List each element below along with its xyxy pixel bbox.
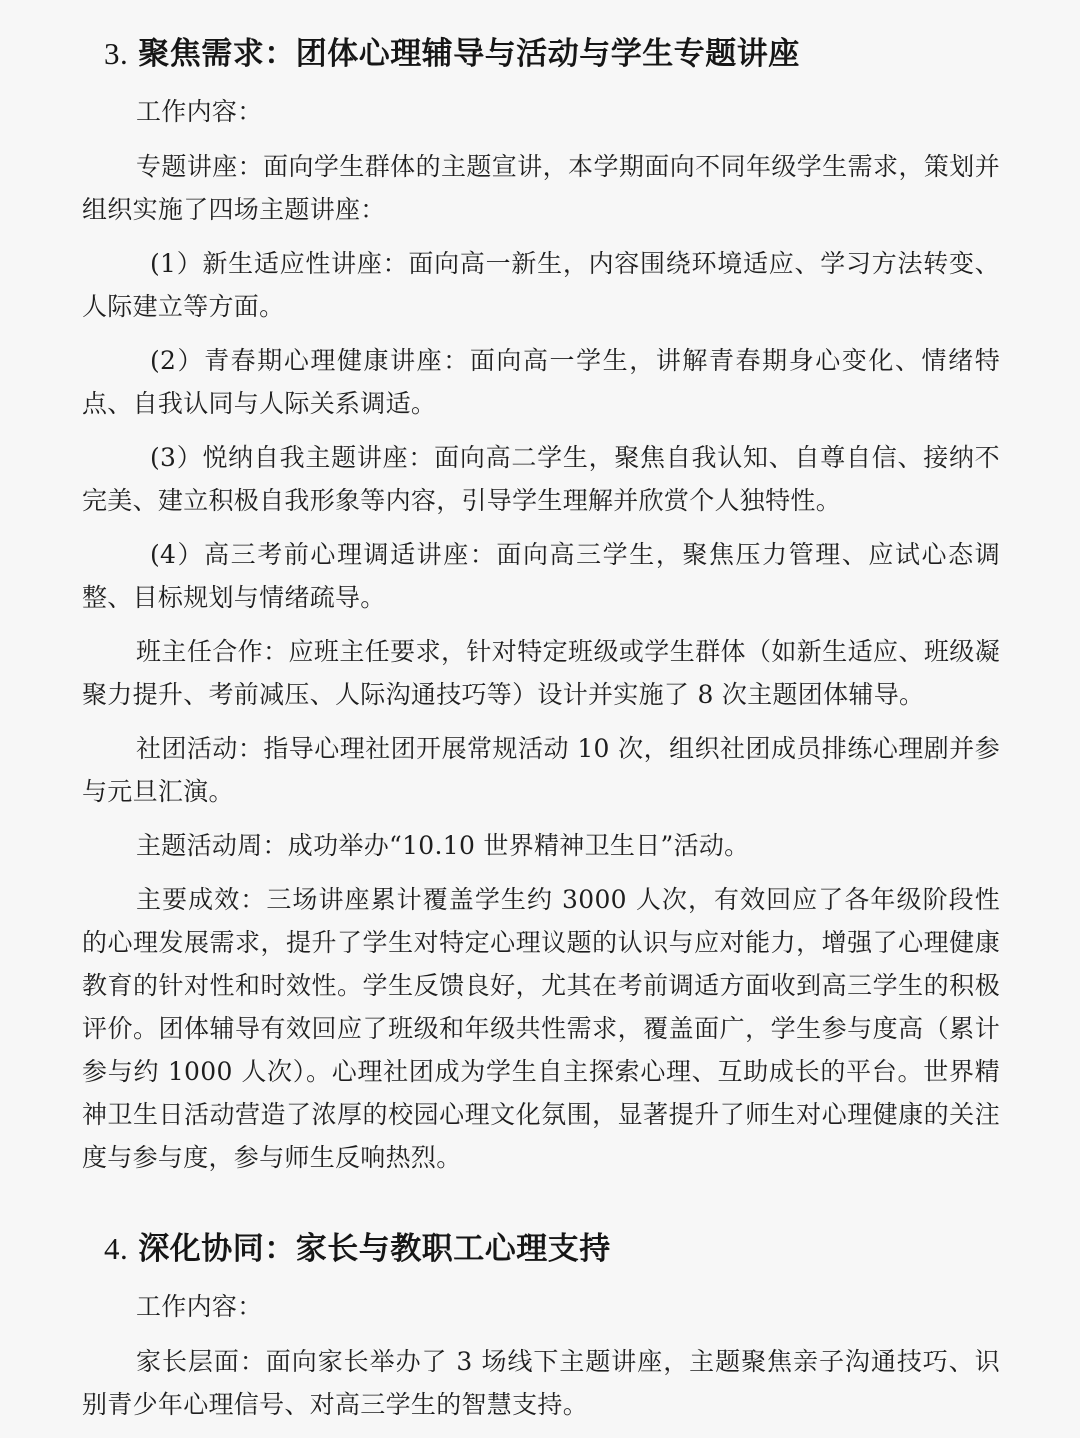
club-activity-paragraph: 社团活动：指导心理社团开展常规活动 10 次，组织社团成员排练心理剧并参与元旦汇演。 [82, 734, 1000, 806]
lecture-item-3: (3）悦纳自我主题讲座：面向高二学生，聚焦自我认知、自尊自信、接纳不完美、建立积极自我形象等内容，引导学生理解并欣赏个人独特性。 [82, 443, 1000, 515]
section-4-heading [104, 1227, 1000, 1271]
section-3-work-label: 工作内容： [136, 97, 263, 126]
theme-week-paragraph: 主题活动周：成功举办“10.10 世界精神卫生日”活动。 [136, 831, 750, 860]
section-4-number: 4. [104, 1231, 129, 1266]
section-4-work-label: 工作内容： [136, 1292, 263, 1321]
lecture-item-2: (2）青春期心理健康讲座：面向高一学生，讲解青春期身心变化、情绪特点、自我认同与人际关系调适。 [82, 346, 1000, 418]
parents-paragraph: 家长层面：面向家长举办了 3 场线下主题讲座，主题聚焦亲子沟通技巧、识别青少年心理信号、对高三学生的智慧支持。 [82, 1347, 1000, 1419]
section-4-title: 深化协同：家长与教职工心理支持 [138, 1231, 611, 1267]
results-paragraph: 主要成效：三场讲座累计覆盖学生约 3000 人次，有效回应了各年级阶段性的心理发展需求，提升了学生对特定心理议题的认识与应对能力，增强了心理健康教育的针对性和时效性。学生反馈良好，尤其在考前调适方面收到高三学生的积极评价。团体辅导有效回应了班级和年级共性需求，覆盖面广，学生参与度高（累计参与约 1000 人次）。心理社团成为学生自主探索心理、互助成长的平台。世界精神卫生日活动营造了浓厚的校园心理文化氛围，显著提升了师生对心理健康的关注度与参与度，参与师生反响热烈。 [82, 885, 1000, 1172]
section-3-title: 聚焦需求：团体心理辅导与活动与学生专题讲座 [138, 36, 800, 72]
head-teacher-paragraph: 班主任合作：应班主任要求，针对特定班级或学生群体（如新生适应、班级凝聚力提升、考前减压、人际沟通技巧等）设计并实施了 8 次主题团体辅导。 [82, 637, 1000, 709]
section-3-number: 3. [104, 36, 129, 71]
section-3-heading [104, 32, 1000, 76]
lecture-item-1: (1）新生适应性讲座：面向高一新生，内容围绕环境适应、学习方法转变、人际建立等方面。 [82, 249, 1000, 321]
lecture-item-4: (4）高三考前心理调适讲座：面向高三学生，聚焦压力管理、应试心态调整、目标规划与情绪疏导。 [82, 540, 1000, 612]
lectures-intro-paragraph: 专题讲座：面向学生群体的主题宣讲，本学期面向不同年级学生需求，策划并组织实施了四场主题讲座： [82, 152, 1000, 224]
